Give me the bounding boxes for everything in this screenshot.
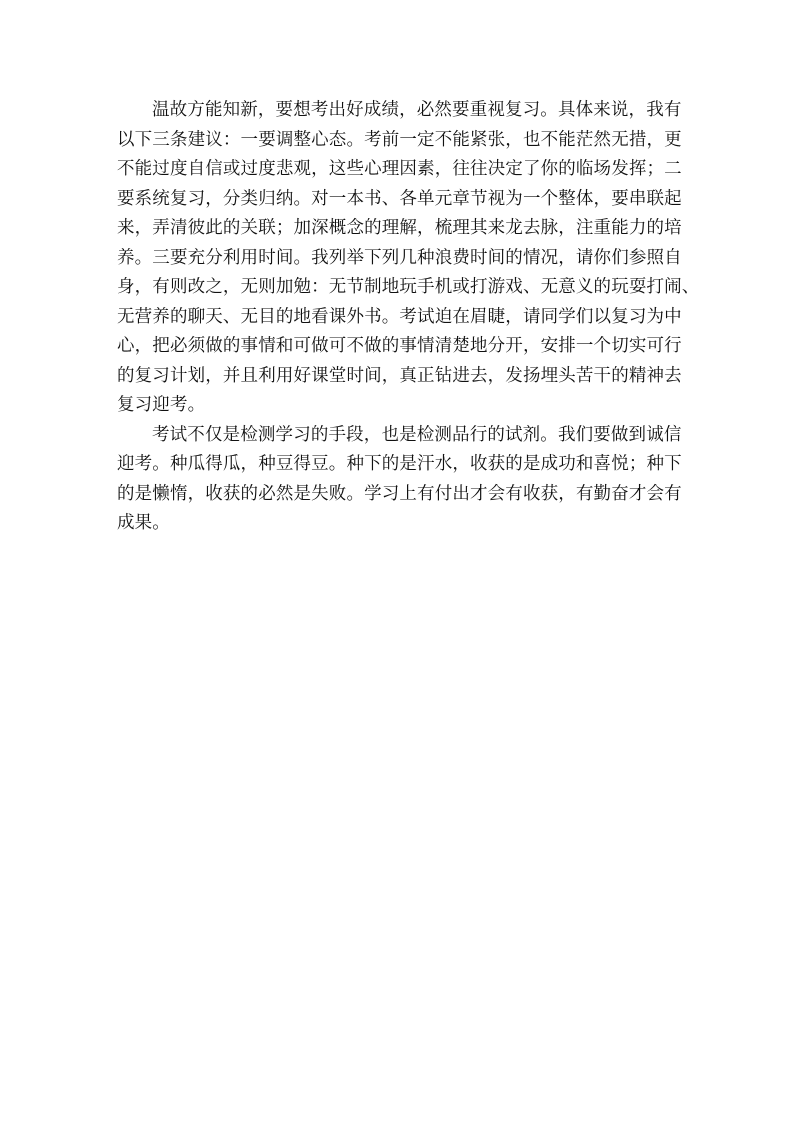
paragraph-line: 养。三要充分利用时间。我列举下列几种浪费时间的情况，请你们参照自 [117, 247, 682, 268]
paragraph-integrity [117, 421, 703, 539]
paragraph-line: 不能过度自信或过度悲观，这些心理因素，往往决定了你的临场发挥；二 [117, 159, 682, 179]
paragraph-line: 考试不仅是检测学习的手段，也是检测品行的试剂。我们要做到诚信 [152, 424, 682, 445]
paragraph-line: 迎考。种瓜得瓜，种豆得豆。种下的是汗水，收获的是成功和喜悦；种下 [117, 454, 682, 474]
document-body [117, 96, 703, 539]
paragraph-line: 无营养的聊天、无目的地看课外书。考试迫在眉睫，请同学们以复习为中 [117, 306, 682, 327]
paragraph-line: 的复习计划，并且利用好课堂时间，真正钻进去，发扬埋头苦干的精神去 [117, 365, 682, 386]
paragraph-line: 要系统复习，分类归纳。对一本书、各单元章节视为一个整体，要串联起 [117, 188, 682, 209]
paragraph-line: 身，有则改之，无则加勉：无节制地玩手机或打游戏、无意义的玩耍打闹、 [117, 277, 700, 297]
paragraph-review-advice [117, 96, 703, 421]
paragraph-line: 的是懒惰，收获的必然是失败。学习上有付出才会有收获，有勤奋才会有 [117, 483, 682, 504]
paragraph-line: 复习迎考。 [117, 395, 206, 415]
paragraph-line: 心，把必须做的事情和可做可不做的事情清楚地分开，安排一个切实可行 [117, 336, 682, 356]
paragraph-line: 成果。 [117, 513, 170, 533]
paragraph-line: 温故方能知新，要想考出好成绩，必然要重视复习。具体来说，我有 [152, 100, 682, 120]
paragraph-line: 来，弄清彼此的关联；加深概念的理解，梳理其来龙去脉，注重能力的培 [117, 218, 682, 238]
paragraph-line: 以下三条建议：一要调整心态。考前一定不能紧张，也不能茫然无措，更 [117, 129, 682, 150]
